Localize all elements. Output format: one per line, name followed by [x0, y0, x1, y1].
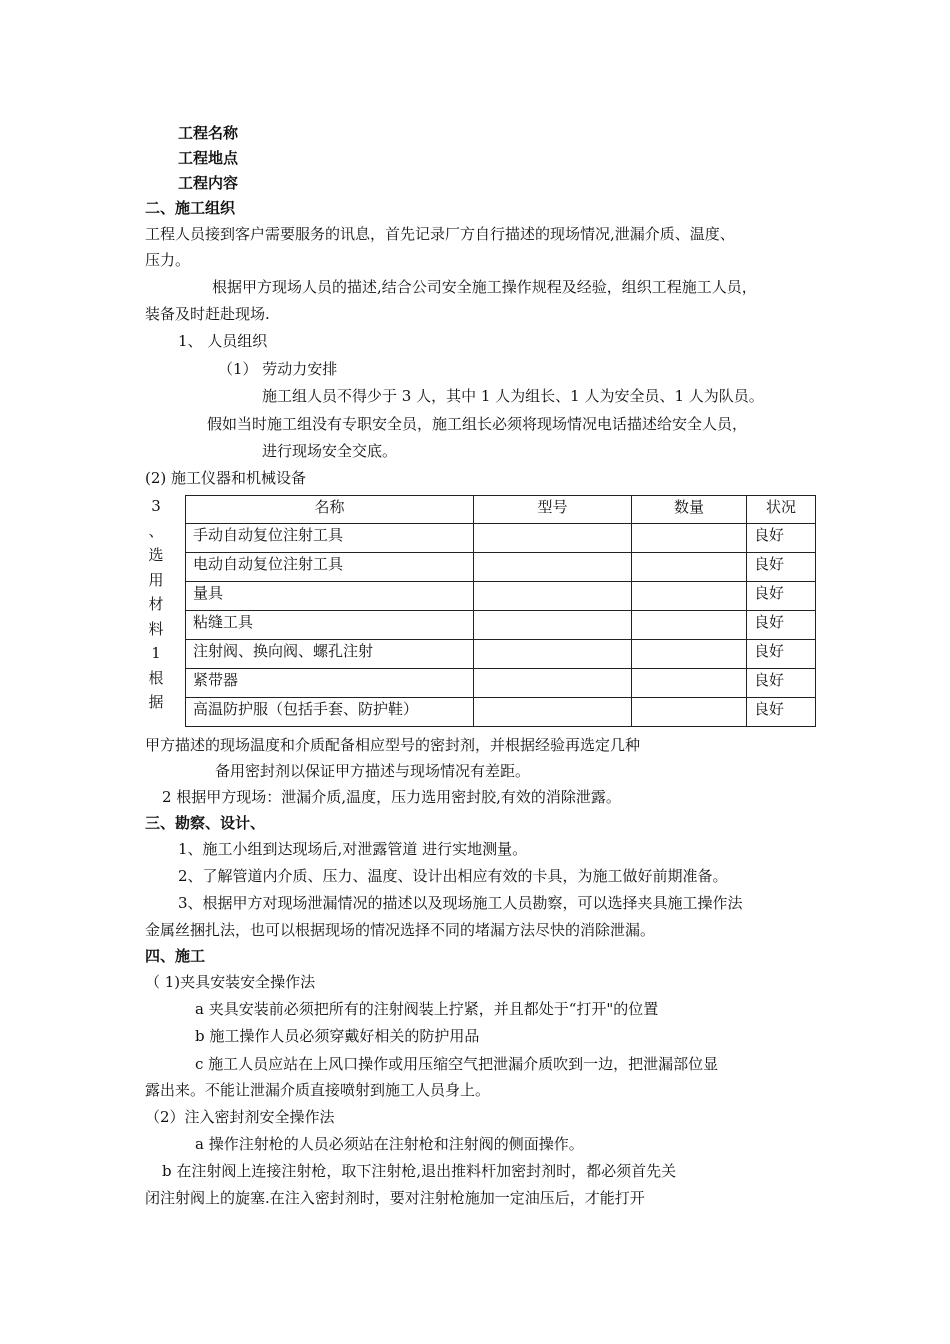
section4-c1-line1: c 施工人员应站在上风口操作或用压缩空气把泄漏介质吹到一边，把泄漏部位显: [195, 1055, 719, 1073]
cell-quantity: [632, 640, 747, 669]
header-quantity: 数量: [632, 496, 747, 524]
section2-para2-line1: 根据甲方现场人员的描述,结合公司安全施工操作规程及经验，组织工程施工人员，: [212, 278, 757, 296]
side-vertical-text: [145, 494, 167, 715]
cell-status: 良好: [747, 640, 816, 669]
cell-quantity: [632, 669, 747, 698]
cell-status: 良好: [747, 553, 816, 582]
cell-quantity: [632, 524, 747, 553]
cell-model: [474, 553, 632, 582]
cell-name: 电动自动复位注射工具: [186, 553, 474, 582]
cell-model: [474, 640, 632, 669]
material-line2: 备用密封剂以保证甲方描述与现场情况有差距。: [215, 762, 531, 780]
table-row: [186, 669, 816, 698]
side-char: 用: [148, 570, 164, 589]
table-header-row: [186, 496, 816, 524]
safety-officer-line1: 假如当时施工组没有专职安全员，施工组长必须将现场情况电话描述给安全人员，: [207, 415, 748, 433]
cell-name: 量具: [186, 582, 474, 611]
table-row: [186, 582, 816, 611]
cell-status: 良好: [747, 669, 816, 698]
side-char: 3: [151, 497, 161, 515]
table-row: [186, 553, 816, 582]
section2-para2-line2: 装备及时赶赴现场.: [145, 305, 270, 323]
subsection-staff-organization: 1、 人员组织: [178, 332, 268, 350]
cell-status: 良好: [747, 698, 816, 727]
section3-item1: 1、施工小组到达现场后,对泄露管道 进行实地测量。: [178, 840, 528, 858]
cell-quantity: [632, 553, 747, 582]
cell-status: 良好: [747, 611, 816, 640]
cell-quantity: [632, 698, 747, 727]
material-line1: 甲方描述的现场温度和介质配备相应型号的密封剂，并根据经验再选定几种: [145, 736, 641, 754]
section2-intro-line1: 工程人员接到客户需要服务的讯息，首先记录厂方自行描述的现场情况,泄漏介质、温度、: [145, 225, 735, 243]
cell-name: 紧带器: [186, 669, 474, 698]
header-name: 名称: [186, 496, 474, 524]
cell-name: 注射阀、换向阀、螺孔注射: [186, 640, 474, 669]
cell-name: 粘缝工具: [186, 611, 474, 640]
side-char: 材: [148, 595, 164, 613]
staff-requirement-line: 施工组人员不得少于 3 人，其中 1 人为组长、1 人为安全员、1 人为队员。: [262, 387, 764, 405]
cell-model: [474, 524, 632, 553]
cell-model: [474, 698, 632, 727]
section3-item3-line1: 3、根据甲方对现场泄漏情况的描述以及现场施工人员勘察，可以选择夹具施工操作法: [178, 894, 743, 912]
cell-model: [474, 611, 632, 640]
table-row: [186, 524, 816, 553]
side-char: 根: [148, 668, 164, 687]
project-name-label: 工程名称: [178, 124, 239, 142]
side-char: 料: [148, 619, 164, 638]
side-char: 、: [148, 521, 164, 540]
section2-heading: 二、施工组织: [145, 199, 236, 217]
project-content-label: 工程内容: [178, 174, 239, 192]
side-char: 1: [151, 644, 161, 662]
section4-a1: a 夹具安装前必须把所有的注射阀装上拧紧，并且都处于“打开"的位置: [195, 1000, 659, 1018]
project-location-label: 工程地点: [178, 149, 239, 167]
cell-status: 良好: [747, 582, 816, 611]
subsection-labor-arrangement: （1） 劳动力安排: [218, 360, 338, 378]
cell-name: 高温防护服（包括手套、防护鞋）: [186, 698, 474, 727]
section4-a2: a 操作注射枪的人员必须站在注射枪和注射阀的侧面操作。: [195, 1135, 584, 1153]
section3-item2: 2、了解管道内介质、压力、温度、设计出相应有效的卡具，为施工做好前期准备。: [178, 867, 728, 885]
cell-name: 手动自动复位注射工具: [186, 524, 474, 553]
section3-item3-line2: 金属丝捆扎法，也可以根据现场的情况选择不同的堵漏方法尽快的消除泄漏。: [145, 921, 656, 939]
section2-intro-line2: 压力。: [145, 251, 191, 269]
section4-b2-line2: 闭注射阀上的旋塞.在注入密封剂时，要对注射枪施加一定油压后，才能打开: [145, 1189, 645, 1207]
header-status: 状况: [747, 496, 816, 524]
header-model: 型号: [474, 496, 632, 524]
side-char: 据: [148, 693, 164, 711]
section4-b1: b 施工操作人员必须穿戴好相关的防护用品: [195, 1027, 480, 1045]
safety-officer-line2: 进行现场安全交底。: [262, 442, 398, 460]
section4-sub1: （ 1)夹具安装安全操作法: [145, 973, 316, 991]
section4-sub2: （2）注入密封剂安全操作法: [145, 1108, 335, 1126]
cell-quantity: [632, 611, 747, 640]
table-row: [186, 640, 816, 669]
section4-b2-line1: b 在注射阀上连接注射枪，取下注射枪,退出推料杆加密封剂时，都必须首先关: [162, 1162, 677, 1180]
table-row: [186, 611, 816, 640]
cell-status: 良好: [747, 524, 816, 553]
subsection-equipment: (2) 施工仪器和机械设备: [145, 469, 307, 487]
material-item2: 2 根据甲方现场：泄漏介质,温度，压力选用密封胶,有效的消除泄露。: [162, 788, 621, 806]
table-row: [186, 698, 816, 727]
side-char: 选: [148, 546, 164, 564]
cell-model: [474, 669, 632, 698]
section4-heading: 四、施工: [145, 947, 206, 965]
cell-quantity: [632, 582, 747, 611]
section4-c1-line2: 露出来。不能让泄漏介质直接喷射到施工人员身上。: [145, 1081, 491, 1099]
equipment-table: [185, 495, 816, 727]
cell-model: [474, 582, 632, 611]
section3-heading: 三、勘察、设计、: [145, 814, 266, 832]
